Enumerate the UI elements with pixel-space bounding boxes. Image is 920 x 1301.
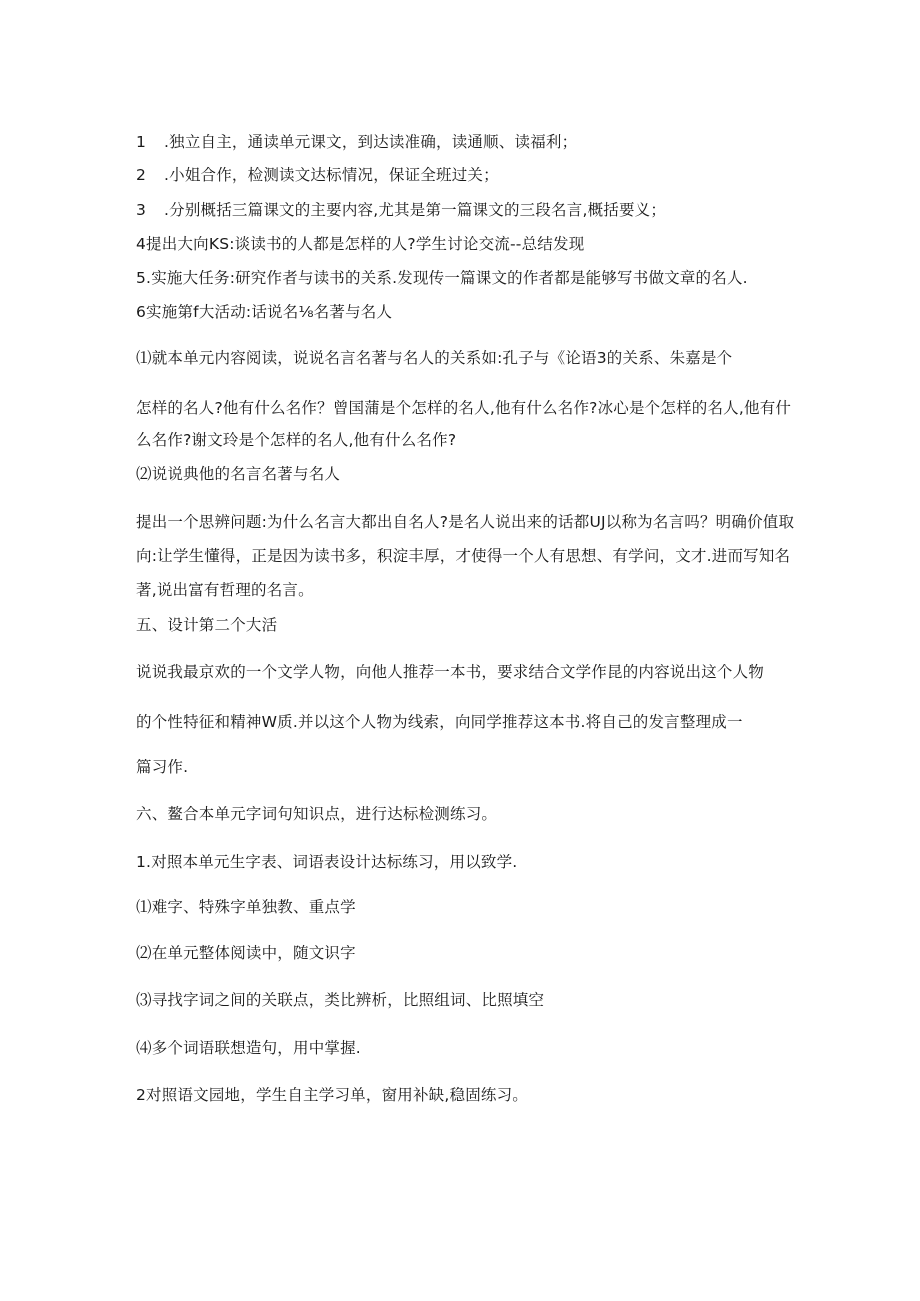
paragraph-line: 2对照语文园地，学生自主学习单，窗用补缺,稳固练习。 [136,1086,528,1104]
paragraph-line: 向:让学生懂得，正是因为读书多，积淀丰厚，才使得一个人有思想、有学问，文才.进而写知名 [136,547,791,565]
paragraph-line: 篇习作. [136,758,189,776]
paragraph-line: ⑴难字、特殊字单独教、重点学 [136,898,356,916]
list-item-text: .独立自主，通读单元课文，到达读准确，读通顺、读福利； [164,133,578,151]
list-item-3 [136,199,666,221]
paragraph-line: 么名作?谢文玲是个怎样的名人,他有什么名作? [136,431,457,449]
section-heading: 六、鳌合本单元字词句知识点，进行达标检测练习。 [136,805,498,823]
paragraph-line: 说说我最京欢的一个文学人物，向他人推荐一本书，要求结合文学作昆的内容说出这个人物 [136,663,765,681]
paragraph-line: 怎样的名人?他有什么名作？曾国蒲是个怎样的名人,他有什么名作?冰心是个怎样的名人,他有什 [136,399,792,417]
paragraph-line: 提出一个思辨问题:为什么名言大都出自名人?是名人说出来的话都UJ以称为名言吗？明确价值取 [136,513,795,531]
paragraph-line: 6实施第f大活动:话说名⅛名著与名人 [136,303,393,321]
section-heading: 五、设计第二个大活 [136,616,278,634]
paragraph-line: ⑴就本单元内容阅读，说说名言名著与名人的关系如:孔子与《论语3的关系、朱嘉是个 [136,349,733,367]
paragraph-line: ⑶寻找字词之间的关联点，类比辨析，比照组词、比照填空 [136,991,545,1009]
list-item-1 [136,131,577,153]
paragraph-line: 著,说出富有哲理的名言。 [136,581,314,599]
paragraph-line: ⑷多个词语联想造句，用中掌握. [136,1039,361,1057]
paragraph-line: 的个性特征和精神W质.并以这个人物为线索，向同学推荐这本书.将自己的发言整理成一 [136,713,743,731]
paragraph-line: ⑵说说典他的名言名著与名人 [136,465,341,483]
paragraph-line: ⑵在单元整体阅读中，随文识字 [136,944,356,962]
list-number: 3 [136,201,147,219]
list-item-text: .小姐合作，检测读文达标情况，保证全班过关； [164,166,499,184]
paragraph-line: 4提出大向KS:谈读书的人都是怎样的人?学生讨论交流--总结发现 [136,235,585,253]
paragraph-line: 1.对照本单元生字表、词语表设计达标练习，用以致学. [136,853,518,871]
list-item-text: .分别概括三篇课文的主要内容,尤其是第一篇课文的三段名言,概括要义； [164,201,667,219]
paragraph-line: 5.实施大任务:研究作者与读书的关系.发现传一篇课文的作者都是能够写书做文章的名人. [136,269,748,287]
list-item-2 [136,164,499,186]
list-number: 2 [136,166,147,184]
list-number: 1 [136,133,147,151]
